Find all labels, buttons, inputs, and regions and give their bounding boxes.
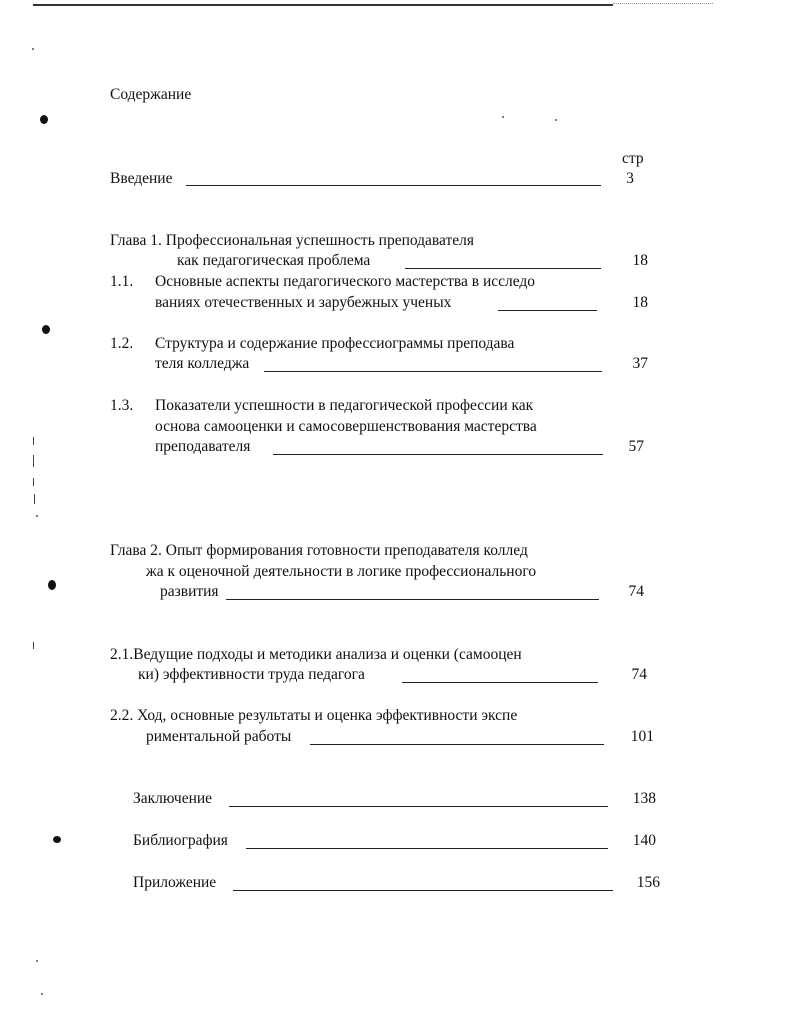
section-2-2-page: 101 xyxy=(630,728,654,745)
toc-entry-conclusion-label: Заключение xyxy=(133,790,213,807)
section-1-2-number: 1.2. xyxy=(110,335,134,352)
binder-hole-mark xyxy=(42,325,50,334)
chapter2-title-line2: жа к оценочной деятельности в логике профессионального xyxy=(146,563,537,580)
section-1-1-line2: ваниях отечественных и зарубежных ученых xyxy=(155,294,452,311)
section-1-3-line3: преподавателя xyxy=(155,438,251,455)
section-2-1-line2: ки) эффективности труда педагога xyxy=(138,666,365,683)
chapter1-title-line1: Глава 1. Профессиональная успешность преподавателя xyxy=(110,232,475,249)
leader-line xyxy=(402,682,598,683)
binder-hole-mark xyxy=(40,115,48,124)
chapter2-page: 74 xyxy=(628,583,644,600)
section-1-3-number: 1.3. xyxy=(110,397,134,414)
section-1-1-number: 1.1. xyxy=(110,273,134,290)
section-1-2-line1: Структура и содержание профессиограммы преподава xyxy=(155,335,515,352)
section-1-1-page: 18 xyxy=(632,294,648,311)
section-1-1-line1: Основные аспекты педагогического мастерства в исследо xyxy=(155,273,536,290)
leader-line xyxy=(498,310,597,311)
section-1-3-line1: Показатели успешности в педагогической профессии как xyxy=(155,397,534,414)
chapter2-title-line3: развития xyxy=(160,583,219,600)
chapter1-title-line2: как педагогическая проблема xyxy=(177,252,371,269)
toc-entry-appendix-label: Приложение xyxy=(133,874,217,891)
section-2-2-line2: риментальной работы xyxy=(146,728,292,745)
toc-entry-intro-page: 3 xyxy=(626,170,634,187)
chapter1-page: 18 xyxy=(632,252,648,269)
leader-line xyxy=(226,599,599,600)
scan-speck xyxy=(502,116,504,118)
scan-top-border-faint xyxy=(613,3,713,4)
scan-speck xyxy=(41,993,43,995)
leader-line xyxy=(405,268,601,269)
section-2-2-line1: 2.2. Ход, основные результаты и оценка эффективности экспе xyxy=(110,707,518,724)
page-column-header: стр xyxy=(622,150,644,167)
toc-entry-appendix-page: 156 xyxy=(636,874,660,891)
scan-speck xyxy=(34,494,35,504)
toc-entry-bibliography-page: 140 xyxy=(632,832,656,849)
scan-speck xyxy=(33,478,34,486)
section-1-3-line2: основа самооценки и самосовершенствования мастерства xyxy=(155,418,537,435)
toc-entry-conclusion-page: 138 xyxy=(632,790,656,807)
scan-speck xyxy=(36,960,38,962)
toc-entry-intro-label: Введение xyxy=(110,170,173,187)
section-1-3-page: 57 xyxy=(628,438,644,455)
section-2-1-page: 74 xyxy=(631,666,647,683)
scan-speck xyxy=(32,48,34,50)
leader-line xyxy=(273,454,603,455)
scan-speck xyxy=(33,437,34,445)
leader-line xyxy=(264,371,602,372)
scan-speck xyxy=(33,455,34,467)
leader-line xyxy=(310,744,604,745)
binder-hole-mark xyxy=(48,580,56,590)
leader-line xyxy=(229,806,608,807)
leader-line xyxy=(186,185,601,186)
chapter2-title-line1: Глава 2. Опыт формирования готовности преподавателя коллед xyxy=(110,542,528,559)
scan-speck xyxy=(555,119,557,121)
section-2-1-line1: 2.1.Ведущие подходы и методики анализа и оценки (самооцен xyxy=(110,646,522,663)
page-title: Содержание xyxy=(110,86,192,103)
scan-speck xyxy=(36,515,38,517)
leader-line xyxy=(246,848,608,849)
toc-entry-bibliography-label: Библиография xyxy=(133,832,228,849)
scan-speck xyxy=(33,642,34,649)
leader-line xyxy=(233,890,613,891)
scan-top-border xyxy=(33,4,613,6)
section-1-2-line2: теля колледжа xyxy=(155,355,250,372)
binder-hole-mark xyxy=(53,836,61,843)
section-1-2-page: 37 xyxy=(632,355,648,372)
